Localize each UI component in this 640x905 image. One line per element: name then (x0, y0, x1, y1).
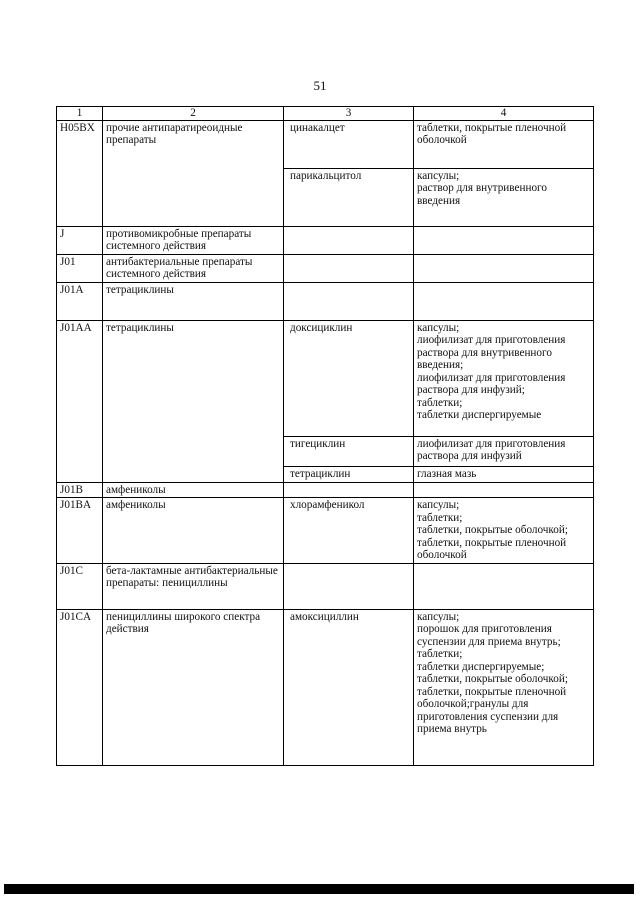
table-row (57, 482, 594, 498)
dosage-forms (414, 563, 594, 609)
atc-code: J01 (57, 254, 103, 282)
atc-code: J (57, 226, 103, 254)
header-col-2: 2 (103, 107, 284, 121)
atc-code: H05BX (57, 120, 103, 226)
dosage-forms (414, 482, 594, 498)
drug-name (284, 563, 414, 609)
drug-name: доксициклин (284, 320, 414, 436)
atc-code: J01C (57, 563, 103, 609)
dosage-forms: глазная мазь (414, 466, 594, 482)
dosage-forms: капсулы; таблетки; таблетки, покрытые оболочкой; таблетки, покрытые пленочной оболочкой (414, 498, 594, 564)
pharmacological-group: противомикробные препараты системного действия (103, 226, 284, 254)
pharmacological-group: амфениколы (103, 498, 284, 564)
dosage-forms (414, 226, 594, 254)
table-row (57, 282, 594, 320)
dosage-forms: лиофилизат для приготовления раствора для инфузий (414, 436, 594, 466)
drug-name (284, 482, 414, 498)
table-row (57, 320, 594, 436)
pharmacological-group: бета-лактамные антибактериальные препараты: пенициллины (103, 563, 284, 609)
dosage-forms: капсулы; порошок для приготовления суспензии для приема внутрь; таблетки; таблетки диспергируемые; таблетки, покрытые оболочкой; таблетки, покрытые пленочной оболочкой;гранулы для приготовления суспензии для приема внутрь (414, 609, 594, 765)
atc-code: J01A (57, 282, 103, 320)
pharmacological-group: тетрациклины (103, 320, 284, 482)
pharmacological-group: прочие антипаратиреоидные препараты (103, 120, 284, 226)
drug-name: тигециклин (284, 436, 414, 466)
pharmacological-group: антибактериальные препараты системного действия (103, 254, 284, 282)
pharmacological-group: пенициллины широкого спектра действия (103, 609, 284, 765)
drug-name (284, 226, 414, 254)
table-body (57, 120, 594, 765)
pharmacological-group: амфениколы (103, 482, 284, 498)
atc-code: J01BA (57, 498, 103, 564)
drug-name (284, 282, 414, 320)
table-row (57, 120, 594, 168)
drug-table (56, 106, 594, 766)
atc-code: J01AA (57, 320, 103, 482)
page-number: 51 (313, 78, 327, 93)
header-col-4: 4 (414, 107, 594, 121)
drug-name: тетрациклин (284, 466, 414, 482)
table-row (57, 226, 594, 254)
dosage-forms (414, 282, 594, 320)
dosage-forms: капсулы; раствор для внутривенного введения (414, 168, 594, 226)
table-row (57, 563, 594, 609)
dosage-forms: таблетки, покрытые пленочной оболочкой (414, 120, 594, 168)
drug-name: хлорамфеникол (284, 498, 414, 564)
table-header-row (57, 107, 594, 121)
dosage-forms (414, 254, 594, 282)
drug-name: цинакалцет (284, 120, 414, 168)
dosage-forms: капсулы; лиофилизат для приготовления раствора для внутривенного введения; лиофилизат для приготовления раствора для инфузий; таблетки; таблетки диспергируемые (414, 320, 594, 436)
table-row (57, 254, 594, 282)
drug-name (284, 254, 414, 282)
header-col-1: 1 (57, 107, 103, 121)
atc-code: J01CA (57, 609, 103, 765)
atc-code: J01B (57, 482, 103, 498)
pharmacological-group: тетрациклины (103, 282, 284, 320)
table-row (57, 609, 594, 765)
drug-name: парикальцитол (284, 168, 414, 226)
drug-name: амоксициллин (284, 609, 414, 765)
table-row (57, 498, 594, 564)
header-col-3: 3 (284, 107, 414, 121)
scan-edge-bar (4, 884, 634, 894)
